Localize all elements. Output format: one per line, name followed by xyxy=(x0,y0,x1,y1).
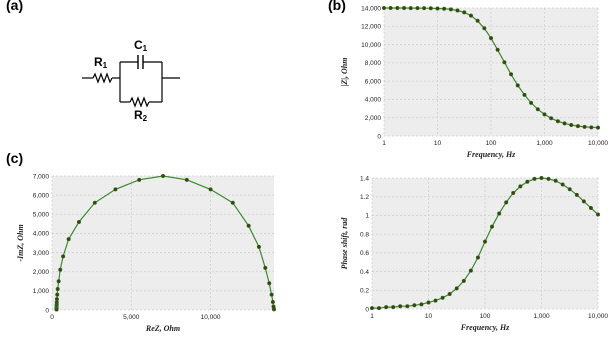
data-point xyxy=(442,7,445,10)
y-tick-label: 1,000 xyxy=(32,288,49,296)
data-point xyxy=(512,191,515,194)
data-point xyxy=(56,287,59,290)
data-point xyxy=(434,299,437,302)
data-point xyxy=(456,9,459,12)
data-point xyxy=(382,6,385,9)
y-tick-label: 14,000 xyxy=(361,5,381,13)
y-tick-label: 1 xyxy=(365,212,369,220)
data-point xyxy=(503,61,506,64)
data-point xyxy=(185,178,188,181)
x-tick-label: 1 xyxy=(370,313,374,320)
data-point xyxy=(455,287,458,290)
data-point xyxy=(429,7,432,10)
data-point xyxy=(270,293,273,296)
data-point xyxy=(427,301,430,304)
data-point xyxy=(271,300,274,303)
data-point xyxy=(59,268,62,271)
data-point xyxy=(589,206,592,209)
data-point xyxy=(416,6,419,9)
data-point xyxy=(420,303,423,306)
data-point xyxy=(56,293,59,296)
y-axis-label: Phase shift, rad xyxy=(340,217,349,270)
y-tick-label: 0 xyxy=(365,306,369,314)
data-point xyxy=(490,225,493,228)
x-tick-label: 10,000 xyxy=(588,313,608,320)
x-tick-label: 10 xyxy=(424,313,433,320)
data-point xyxy=(504,201,507,204)
data-point xyxy=(264,266,267,269)
x-tick-label: 10 xyxy=(433,140,442,147)
c1-label: C1 xyxy=(134,38,148,53)
data-point xyxy=(57,280,60,283)
data-point xyxy=(441,296,444,299)
x-tick-label: 100 xyxy=(485,140,497,147)
y-tick-label: 4,000 xyxy=(32,230,49,238)
y-tick-label: 0.4 xyxy=(359,268,369,276)
data-point xyxy=(399,304,402,307)
data-point xyxy=(529,101,532,104)
data-point xyxy=(114,188,117,191)
x-tick-label: 10,000 xyxy=(588,140,608,147)
x-tick-label: 0 xyxy=(50,314,54,321)
data-point xyxy=(370,306,373,309)
y-tick-label: 2,000 xyxy=(364,115,381,123)
y-tick-label: 1.4 xyxy=(359,175,369,183)
data-point xyxy=(436,7,439,10)
data-point xyxy=(526,180,529,183)
data-point xyxy=(540,176,543,179)
data-point xyxy=(389,6,392,9)
y-tick-label: 0.2 xyxy=(359,287,369,295)
data-point xyxy=(489,36,492,39)
panel-label-a: (a) xyxy=(6,0,24,13)
y-tick-label: 5,000 xyxy=(32,211,49,219)
data-point xyxy=(497,212,500,215)
data-point xyxy=(463,11,466,14)
data-point xyxy=(413,304,416,307)
data-point xyxy=(476,256,479,259)
data-point xyxy=(509,73,512,76)
data-point xyxy=(582,200,585,203)
r2-label: R2 xyxy=(134,108,148,123)
data-point xyxy=(556,119,559,122)
data-point xyxy=(396,6,399,9)
x-axis-label: Frequency, Hz xyxy=(466,150,516,159)
y-tick-label: 6,000 xyxy=(32,192,49,200)
panel-label-c: (c) xyxy=(6,150,24,166)
y-tick-label: 0 xyxy=(45,307,49,315)
x-tick-label: 1,000 xyxy=(536,140,553,147)
r1-label: R1 xyxy=(94,55,108,70)
data-point xyxy=(496,48,499,51)
resistor-r1-symbol xyxy=(93,74,112,82)
data-point xyxy=(402,6,405,9)
data-point xyxy=(448,292,451,295)
y-tick-label: 0.6 xyxy=(359,250,369,258)
y-tick-label: 0.8 xyxy=(359,231,369,239)
data-point xyxy=(563,122,566,125)
data-point xyxy=(547,177,550,180)
data-point xyxy=(483,240,486,243)
data-point xyxy=(257,245,260,248)
data-point xyxy=(536,108,539,111)
data-point xyxy=(422,6,425,9)
x-axis-label: Frequency, Hz xyxy=(460,323,510,332)
y-tick-label: 0 xyxy=(377,133,381,141)
data-point xyxy=(575,193,578,196)
x-tick-label: 10,000 xyxy=(200,314,221,321)
y-axis-label: |Z|, Ohm xyxy=(340,57,349,87)
data-point xyxy=(576,124,579,127)
data-point xyxy=(533,177,536,180)
data-point xyxy=(93,201,96,204)
y-tick-label: 4,000 xyxy=(364,96,381,104)
data-point xyxy=(377,306,380,309)
y-tick-label: 2,000 xyxy=(32,269,49,277)
data-point xyxy=(596,213,599,216)
y-tick-label: 1.2 xyxy=(359,194,369,202)
y-tick-label: 12,000 xyxy=(361,23,381,31)
y-tick-label: 10,000 xyxy=(361,41,381,49)
x-tick-label: 100 xyxy=(479,313,491,320)
data-point xyxy=(568,188,571,191)
data-point xyxy=(561,183,564,186)
bode-magnitude-chart xyxy=(338,2,608,167)
data-point xyxy=(409,6,412,9)
data-point xyxy=(570,123,573,126)
data-point xyxy=(406,304,409,307)
x-tick-label: 1,000 xyxy=(533,313,550,320)
data-point xyxy=(161,174,164,177)
data-point xyxy=(523,93,526,96)
plot-area xyxy=(52,176,274,310)
data-point xyxy=(55,308,58,311)
y-tick-label: 8,000 xyxy=(364,60,381,68)
y-axis-label: -ImZ, Ohm xyxy=(16,224,25,262)
data-point xyxy=(209,188,212,191)
data-point xyxy=(516,84,519,87)
data-point xyxy=(449,8,452,11)
data-point xyxy=(384,305,387,308)
data-point xyxy=(272,305,275,308)
data-point xyxy=(469,14,472,17)
data-point xyxy=(583,125,586,128)
x-axis-label: ReZ, Ohm xyxy=(145,324,181,333)
data-point xyxy=(67,237,70,240)
data-point xyxy=(543,113,546,116)
resistor-r2-symbol xyxy=(130,98,149,106)
x-tick-label: 1 xyxy=(382,140,386,147)
data-point xyxy=(391,305,394,308)
data-point xyxy=(476,19,479,22)
y-tick-label: 3,000 xyxy=(32,249,49,257)
y-tick-label: 7,000 xyxy=(32,173,49,181)
data-point xyxy=(231,201,234,204)
data-point xyxy=(554,179,557,182)
y-tick-label: 6,000 xyxy=(364,78,381,86)
data-point xyxy=(77,220,80,223)
data-point xyxy=(590,126,593,129)
data-point xyxy=(247,224,250,227)
equivalent-circuit-diagram xyxy=(80,35,190,123)
data-point xyxy=(268,282,271,285)
data-point xyxy=(596,126,599,129)
data-point xyxy=(61,255,64,258)
data-point xyxy=(549,117,552,120)
x-tick-label: 5,000 xyxy=(123,314,140,321)
nyquist-chart xyxy=(14,170,282,345)
data-point xyxy=(483,27,486,30)
data-point xyxy=(55,297,58,300)
data-point xyxy=(469,269,472,272)
panel-label-b: (b) xyxy=(328,0,346,13)
data-point xyxy=(519,185,522,188)
data-point xyxy=(462,279,465,282)
bode-phase-chart xyxy=(338,170,608,345)
data-point xyxy=(138,178,141,181)
